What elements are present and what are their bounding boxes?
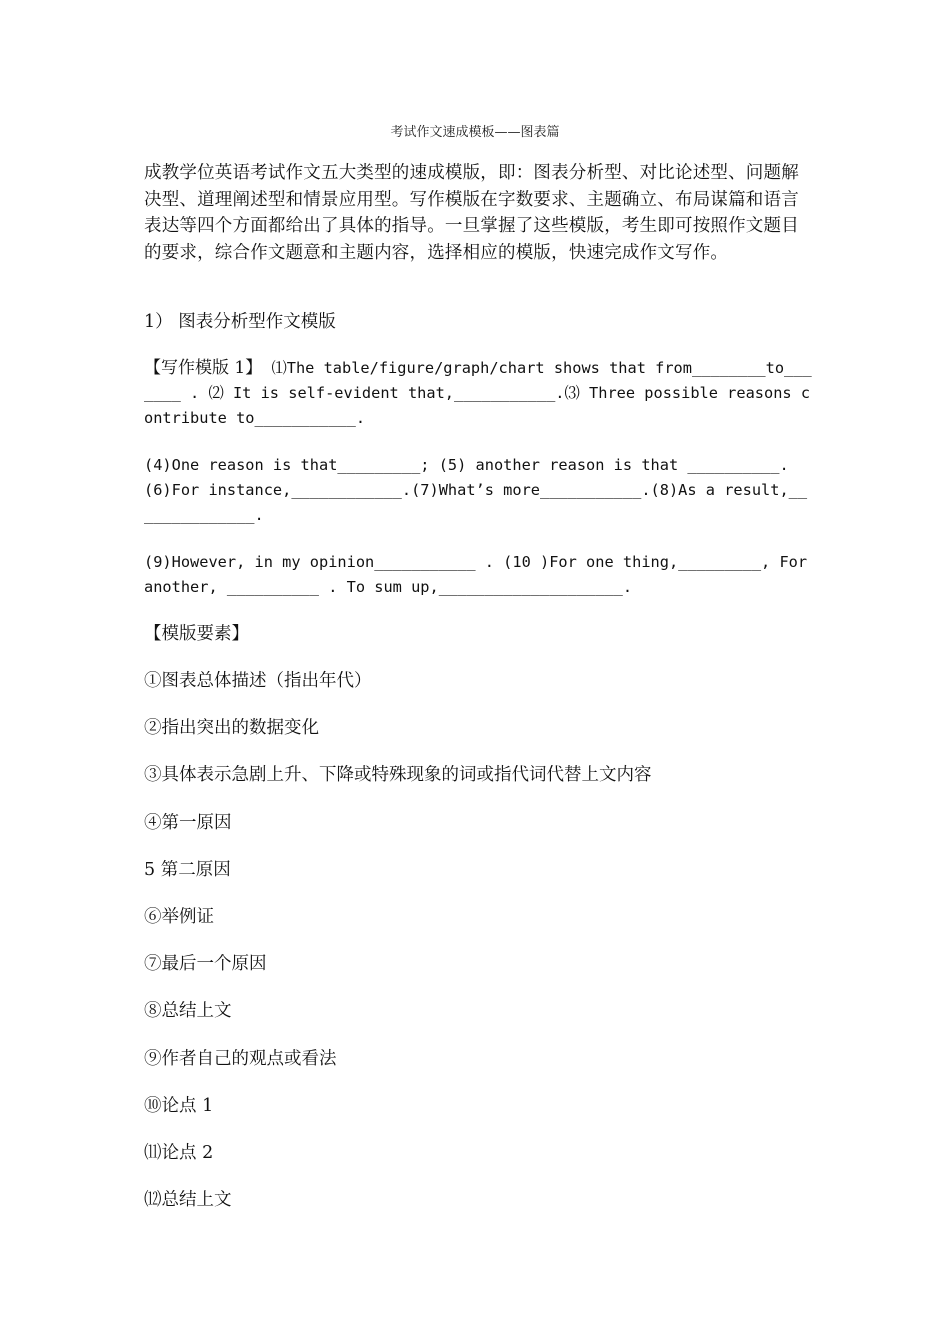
element-item: ⑨作者自己的观点或看法 bbox=[144, 1049, 337, 1069]
template-label: 【写作模版 1】 bbox=[144, 358, 263, 378]
template-paragraph-1 bbox=[144, 356, 814, 431]
template-text-1: ⑴The table/figure/graph/chart shows that from________to_______ . ⑵ It is self-evident that,___________.⑶ Three possible reasons contribute to___________. bbox=[144, 359, 812, 427]
element-item: ④第一原因 bbox=[144, 813, 232, 833]
element-item: ⑿总结上文 bbox=[144, 1190, 232, 1210]
element-item: ⑾论点 2 bbox=[144, 1143, 214, 1163]
elements-heading: 【模版要素】 bbox=[144, 624, 249, 644]
template-paragraph-2: (4)One reason is that_________; (5) another reason is that __________. (6)For instance,____________.(7)What’s more___________.(8)As a result,______________. bbox=[144, 456, 808, 524]
template-paragraph-3: (9)However, in my opinion___________ . (10 )For one thing,_________, For another, __________ . To sum up,____________________. bbox=[144, 553, 817, 596]
element-item: ③具体表示急剧上升、下降或特殊现象的词或指代词代替上文内容 bbox=[144, 765, 652, 785]
intro-paragraph: 成教学位英语考试作文五大类型的速成模版，即：图表分析型、对比论述型、问题解决型、道理阐述型和情景应用型。写作模版在字数要求、主题确立、布局谋篇和语言表达等四个方面都给出了具体的指导。一旦掌握了这些模版，考生即可按照作文题目的要求，综合作文题意和主题内容，选择相应的模版，快速完成作文写作。 bbox=[144, 163, 799, 263]
element-item: ②指出突出的数据变化 bbox=[144, 718, 319, 738]
element-item: 5 第二原因 bbox=[144, 860, 231, 880]
element-item: ①图表总体描述（指出年代） bbox=[144, 671, 372, 691]
section-heading: 1） 图表分析型作文模版 bbox=[144, 312, 336, 332]
element-item: ⑦最后一个原因 bbox=[144, 954, 267, 974]
element-item: ⑧总结上文 bbox=[144, 1001, 232, 1021]
element-item: ⑩论点 1 bbox=[144, 1096, 214, 1116]
page-title: 考试作文速成模板——图表篇 bbox=[390, 125, 560, 140]
element-item: ⑥举例证 bbox=[144, 907, 214, 927]
